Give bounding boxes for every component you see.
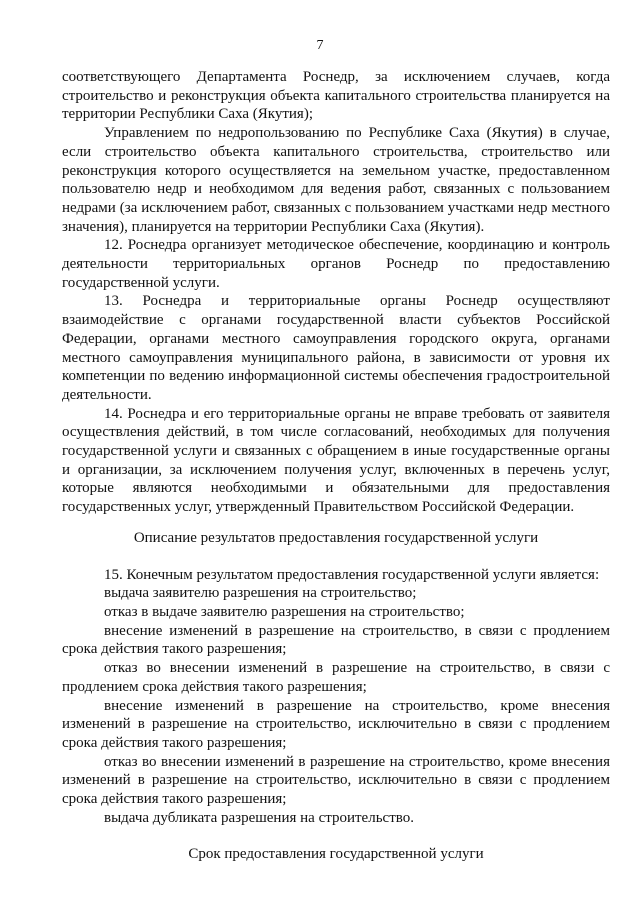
page-number: 7 (316, 38, 324, 53)
result-item: выдача дубликата разрешения на строительство. (104, 809, 414, 826)
paragraph-15: 15. Конечным результатом предоставления государственной услуги является: (104, 566, 600, 583)
result-item: внесение изменений в разрешение на строительство, в связи с продлением срока действия такого разрешения; (62, 622, 610, 658)
paragraph-continuation: соответствующего Департамента Роснедр, за исключением случаев, когда строительство и реконструкция объекта капитального строительства планируется на территории Республики Саха (Якутия); (62, 69, 610, 123)
result-item: выдача заявителю разрешения на строительство; (104, 585, 417, 602)
result-item: внесение изменений в разрешение на строительство, кроме внесения изменений в разрешение на строительство, исключительно в связи с продлением срока действия такого разрешения; (62, 697, 610, 751)
spacer (62, 827, 610, 845)
result-item: отказ во внесении изменений в разрешение на строительство, в связи с продлением срока действия такого разрешения; (62, 660, 610, 695)
paragraph-yakutia-office: Управлением по недропользованию по Республике Саха (Якутия) в случае, если строительство объекта капитального строительства, строительство или реконструкция которого осуществляется на земельном участке, предоставленном пользователю недр и необходимом для ведения работ, связанных с пользованием недрами (за исключением работ, связанных с пользованием участками недр местного значения), планируется на территории Республики Саха (Якутия). (62, 125, 610, 235)
result-item: отказ в выдаче заявителю разрешения на строительство; (104, 603, 465, 620)
document-body (62, 68, 610, 864)
spacer (62, 517, 610, 529)
section-heading-results: Описание результатов предоставления государственной услуги (133, 529, 539, 546)
result-item: отказ во внесении изменений в разрешение на строительство, кроме внесения изменений в разрешение на строительство, исключительно в связи с продлением срока действия такого разрешения; (62, 753, 610, 808)
paragraph-14: 14. Роснедра и его территориальные органы не вправе требовать от заявителя осуществления действий, в том числе согласований, необходимых для получения государственной услуги и связанных с обращением в иные государственные органы и организации, за исключением получения услуг, включенных в перечень услуг, которые являются необходимыми и обязательными для предоставления государственных услуг, утвержденный Правительством Российской Федерации. (62, 405, 610, 516)
section-heading-term: Срок предоставления государственной услуги (188, 846, 484, 863)
paragraph-13: 13. Роснедра и территориальные органы Роснедр осуществляют взаимодействие с органами государственной власти субъектов Российской Федерации, органами местного самоуправления городского округа, органами местного самоуправления муниципального района, в зависимости от уровня их компетенции по ведению информационной системы обеспечения градостроительной деятельности. (62, 293, 610, 403)
spacer (62, 548, 610, 566)
paragraph-12: 12. Роснедра организует методическое обеспечение, координацию и контроль деятельности территориальных органов Роснедр по предоставлению государственной услуги. (62, 237, 610, 291)
